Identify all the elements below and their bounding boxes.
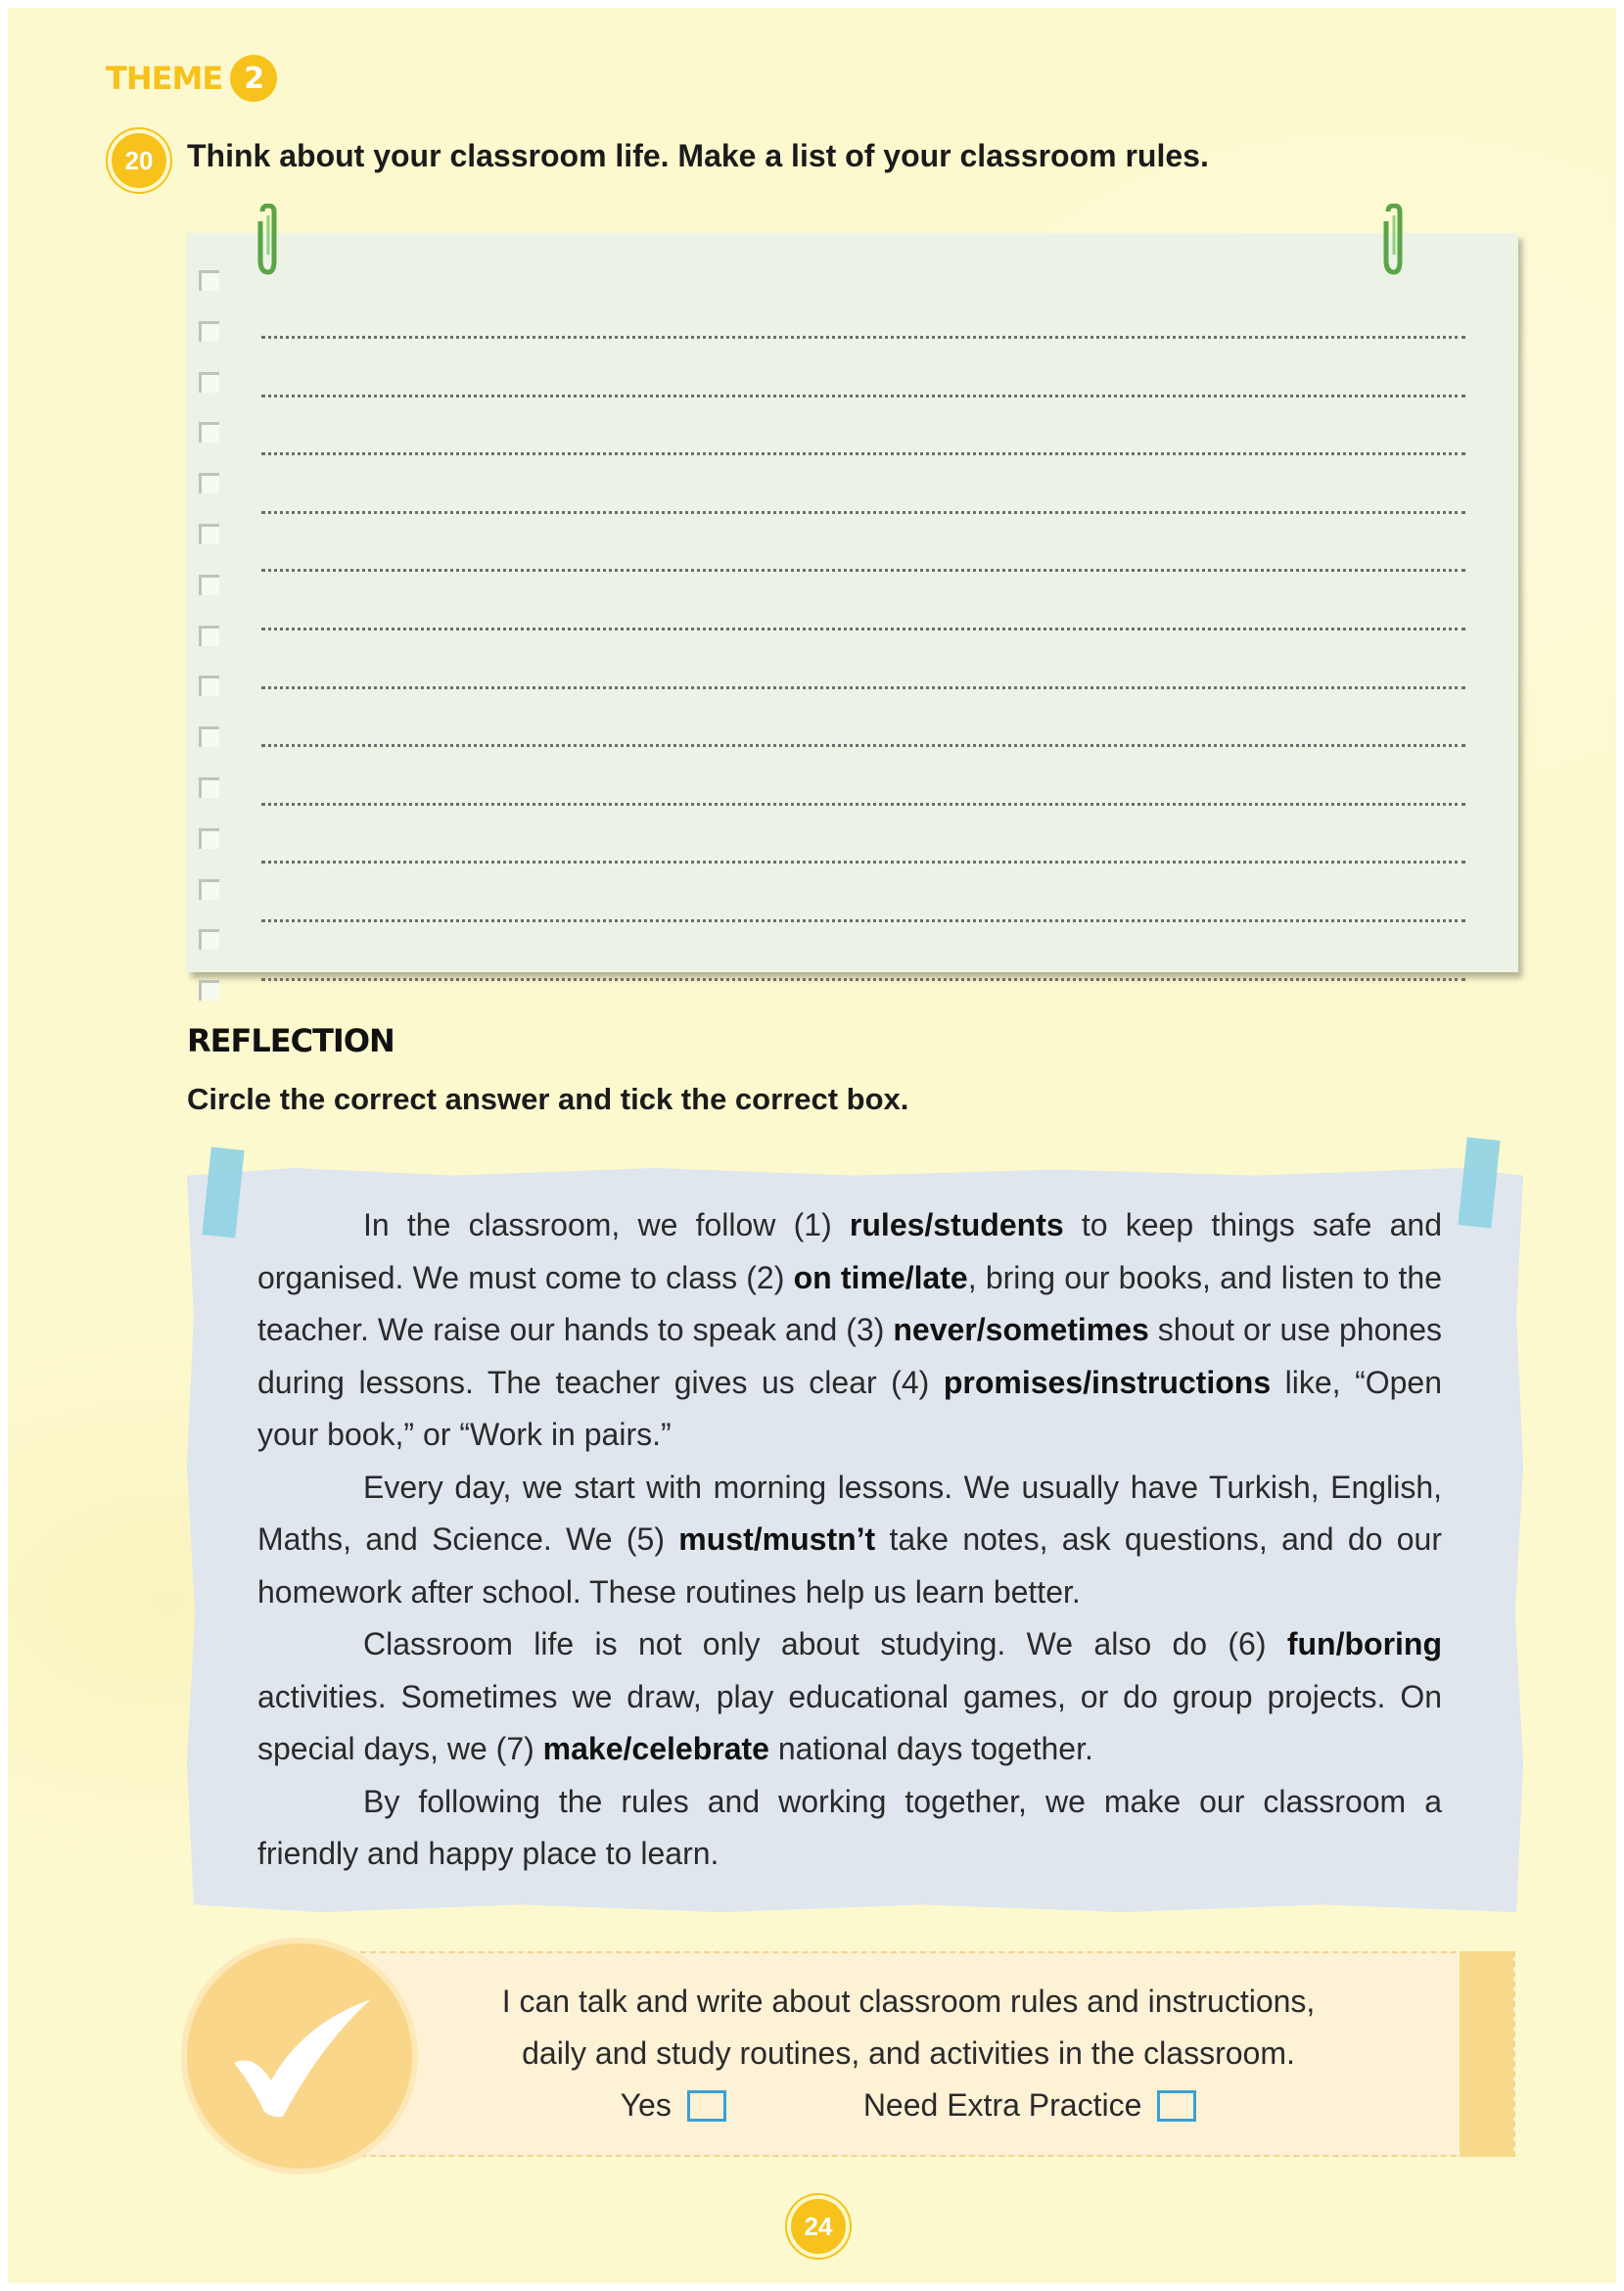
activity-instruction: Think about your classroom life. Make a list of your classroom rules. [187, 138, 1209, 173]
answer-choice[interactable]: promises/instructions [943, 1364, 1272, 1400]
binder-hole [199, 270, 219, 291]
reflection-title: REFLECTION [187, 1022, 394, 1059]
theme-label: THEME [106, 60, 223, 97]
writing-lines [261, 311, 1465, 981]
writing-line[interactable] [261, 514, 1465, 573]
theme-number: 2 [230, 55, 277, 102]
writing-line[interactable] [261, 311, 1465, 339]
writing-line[interactable] [261, 806, 1465, 865]
extra-practice-checkbox[interactable] [1157, 2090, 1196, 2122]
option-yes [621, 2080, 726, 2131]
writing-line[interactable] [261, 455, 1465, 514]
binder-hole [199, 422, 219, 443]
binder-hole [199, 473, 219, 493]
binder-hole [199, 726, 219, 747]
answer-choice[interactable]: on time/late [793, 1259, 968, 1295]
page-number: 24 [791, 2199, 846, 2254]
writing-line[interactable] [261, 864, 1465, 922]
binder-hole [199, 980, 219, 1001]
binder-hole [199, 372, 219, 393]
binder-hole [199, 777, 219, 798]
answer-choice[interactable]: rules/students [849, 1207, 1064, 1242]
can-do-line: I can talk and write about classroom rules and instructions, [501, 1984, 1316, 2019]
binder-hole [199, 575, 219, 595]
theme-heading [106, 55, 277, 102]
worksheet-page [8, 8, 1616, 2283]
writing-line[interactable] [261, 747, 1465, 806]
binder-hole [199, 524, 219, 544]
checkmark-icon [224, 1994, 381, 2122]
binder-holes [199, 270, 219, 1031]
writing-line[interactable] [261, 572, 1465, 631]
binder-hole [199, 676, 219, 696]
passage-paragraph: Every day, we start with morning lessons. We usually have Turkish, English, Maths, and Science. We (5) must/mustn’t take notes, ask questions, and do our homework after school. These routines help us learn better. [257, 1469, 1443, 1610]
binder-hole [199, 828, 219, 849]
writing-line[interactable] [261, 339, 1465, 397]
writing-line[interactable] [261, 922, 1465, 981]
binder-hole [199, 929, 219, 950]
writing-line[interactable] [261, 631, 1465, 689]
reflection-instruction: Circle the correct answer and tick the correct box. [187, 1082, 909, 1116]
binder-hole [199, 321, 219, 342]
binder-hole [199, 879, 219, 900]
paperclip-icon [1376, 204, 1415, 280]
can-do-side-band [1460, 1951, 1513, 2157]
option-extra-practice-label: Need Extra Practice [862, 2087, 1142, 2123]
answer-choice[interactable]: fun/boring [1286, 1626, 1442, 1661]
can-do-line: daily and study routines, and activities in the classroom. [522, 2035, 1295, 2071]
answer-choice[interactable]: never/sometimes [893, 1312, 1149, 1347]
self-assessment-options [370, 2080, 1447, 2131]
activity-number: 20 [112, 133, 166, 188]
passage-paragraph: In the classroom, we follow (1) rules/students to keep things safe and organised. We must come to class (2) on time/late, bring our books, and listen to the teacher. We raise our hands to speak and (3) never/sometimes shout or use phones during lessons. The teacher gives us clear (4) promises/instructions like, “Open your book,” or “Work in pairs.” [257, 1207, 1443, 1452]
option-yes-label: Yes [620, 2087, 672, 2123]
writing-line[interactable] [261, 397, 1465, 456]
binder-hole [199, 626, 219, 646]
can-do-statement [370, 1976, 1447, 2131]
answer-choice[interactable]: make/celebrate [542, 1731, 769, 1766]
option-extra-practice [863, 2080, 1197, 2131]
notebook-writing-area [187, 233, 1518, 972]
passage-paragraph: Classroom life is not only about studying. We also do (6) fun/boring activities. Sometimes we draw, play educational games, or do group projects. On special days, we (7) make/celebrate national days together. [257, 1626, 1442, 1766]
writing-line[interactable] [261, 689, 1465, 748]
reflection-passage-card [187, 1168, 1523, 1912]
yes-checkbox[interactable] [687, 2090, 726, 2122]
answer-choice[interactable]: must/mustn’t [678, 1521, 876, 1557]
reflection-passage [257, 1199, 1442, 1881]
paperclip-icon [251, 204, 290, 280]
passage-paragraph: By following the rules and working together, we make our classroom a friendly and happy place to learn. [257, 1783, 1442, 1871]
